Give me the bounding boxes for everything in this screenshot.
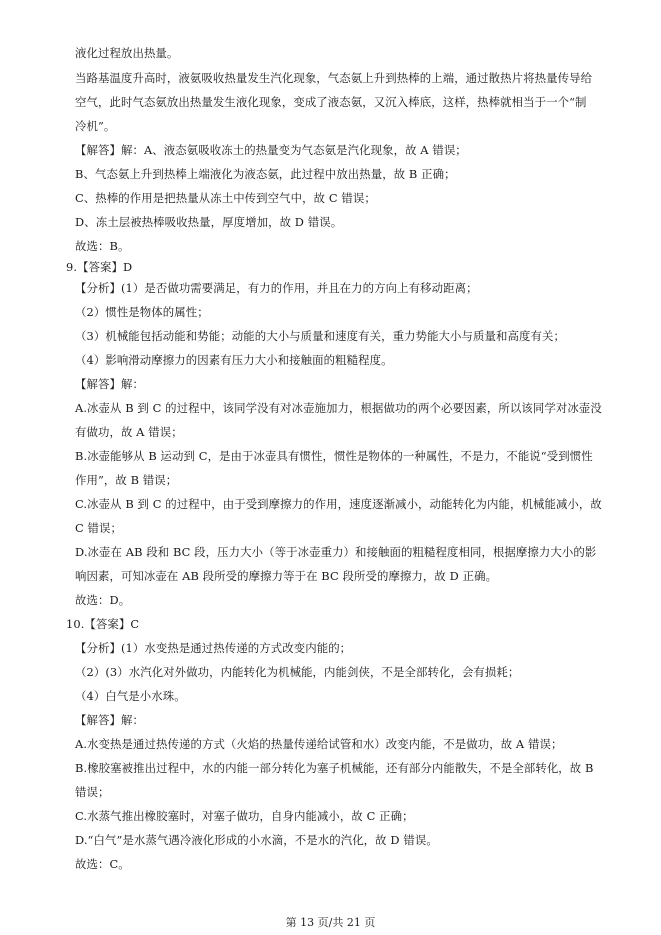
text-line: 故选：C。 — [75, 857, 130, 871]
text-line: 【分析】(1）是否做功需要满足，有力的作用，并且在力的方向上有移动距离； — [75, 281, 478, 295]
text-line: （4）白气是小水珠。 — [75, 689, 186, 703]
text-line: 空气，此时气态氨放出热量发生液化现象，变成了液态氨，又沉入棒底，这样，热棒就相当于一个“制 — [75, 95, 587, 109]
text-line: A.冰壶从 B 到 C 的过程中，该同学没有对冰壶施加力，根据做功的两个必要因素，所以该同学对冰壶没 — [75, 401, 602, 415]
text-line: 错误； — [75, 785, 110, 799]
text-line: C.水蒸气推出橡胶塞时，对塞子做功，自身内能减小，故 C 正确； — [75, 809, 414, 823]
text-line: （2）(3）水汽化对外做功，内能转化为机械能，内能剑侠，不是全部转化，会有损耗； — [75, 665, 520, 679]
text-line: 故选：D。 — [75, 593, 131, 607]
text-line: 液化过程放出热量。 — [75, 46, 179, 60]
text-line: D.“白气”是水蒸气遇冷液化形成的小水滴，不是水的汽化，故 D 错误。 — [75, 833, 438, 847]
text-line: 【分析】(1）水变热是通过热传递的方式改变内能的； — [75, 641, 352, 655]
text-line: B.橡胶塞被推出过程中，水的内能一部分转化为塞子机械能，还有部分内能散失，不是全部转化，故 B — [75, 761, 594, 775]
answer-heading: 9.【答案】D — [66, 260, 133, 274]
answer-heading: 10.【答案】C — [66, 617, 140, 631]
text-line: B.冰壶能够从 B 运动到 C，是由于冰壶具有惯性，惯性是物体的一种属性，不是力，不能说“受到惯性 — [75, 449, 593, 463]
text-line: 【解答】解： — [75, 713, 144, 727]
text-line: C 错误； — [75, 521, 123, 535]
text-line: （2）惯性是物体的属性； — [75, 305, 209, 319]
text-line: C.冰壶从 B 到 C 的过程中，由于受到摩擦力的作用，速度逐渐减小，动能转化为内能，机械能减小，故 — [75, 497, 602, 511]
text-line: C、热棒的作用是把热量从冻土中传到空气中，故 C 错误； — [75, 191, 376, 205]
text-line: 故选：B。 — [75, 239, 130, 253]
text-line: D、冻土层被热棒吸收热量，厚度增加，故 D 错误。 — [75, 215, 343, 229]
text-line: B、气态氨上升到热棒上端液化为液态氨，此过程中放出热量，故 B 正确； — [75, 167, 456, 181]
text-line: 响因素，可知冰壶在 AB 段所受的摩擦力等于在 BC 段所受的摩擦力，故 D 正确。 — [75, 569, 498, 583]
text-line: D.冰壶在 AB 段和 BC 段，压力大小（等于冰壶重力）和接触面的粗糙程度相同，根据摩擦力大小的影 — [75, 545, 597, 559]
text-line: （3）机械能包括动能和势能；动能的大小与质量和速度有关，重力势能大小与质量和高度有关； — [75, 329, 565, 343]
text-line: 作用”，故 B 错误； — [75, 473, 178, 487]
text-line: 有做功，故 A 错误； — [75, 425, 183, 439]
text-line: 【解答】解： — [75, 377, 144, 391]
text-line: （4）影响滑动摩擦力的因素有压力大小和接触面的粗糙程度。 — [75, 353, 393, 367]
text-line: 【解答】解：A、液态氨吸收冻土的热量变为气态氨是汽化现象，故 A 错误； — [75, 143, 467, 157]
text-line: 当路基温度升高时，液氨吸收热量发生汽化现象，气态氨上升到热棒的上端，通过散热片将热量传导给 — [75, 71, 593, 85]
text-line: A.水变热是通过热传递的方式（火焰的热量传递给试管和水）改变内能，不是做功，故 A 错误； — [75, 737, 563, 751]
text-line: 冷机”。 — [75, 119, 116, 133]
page-footer: 第 13 页/共 21 页 — [285, 916, 376, 929]
